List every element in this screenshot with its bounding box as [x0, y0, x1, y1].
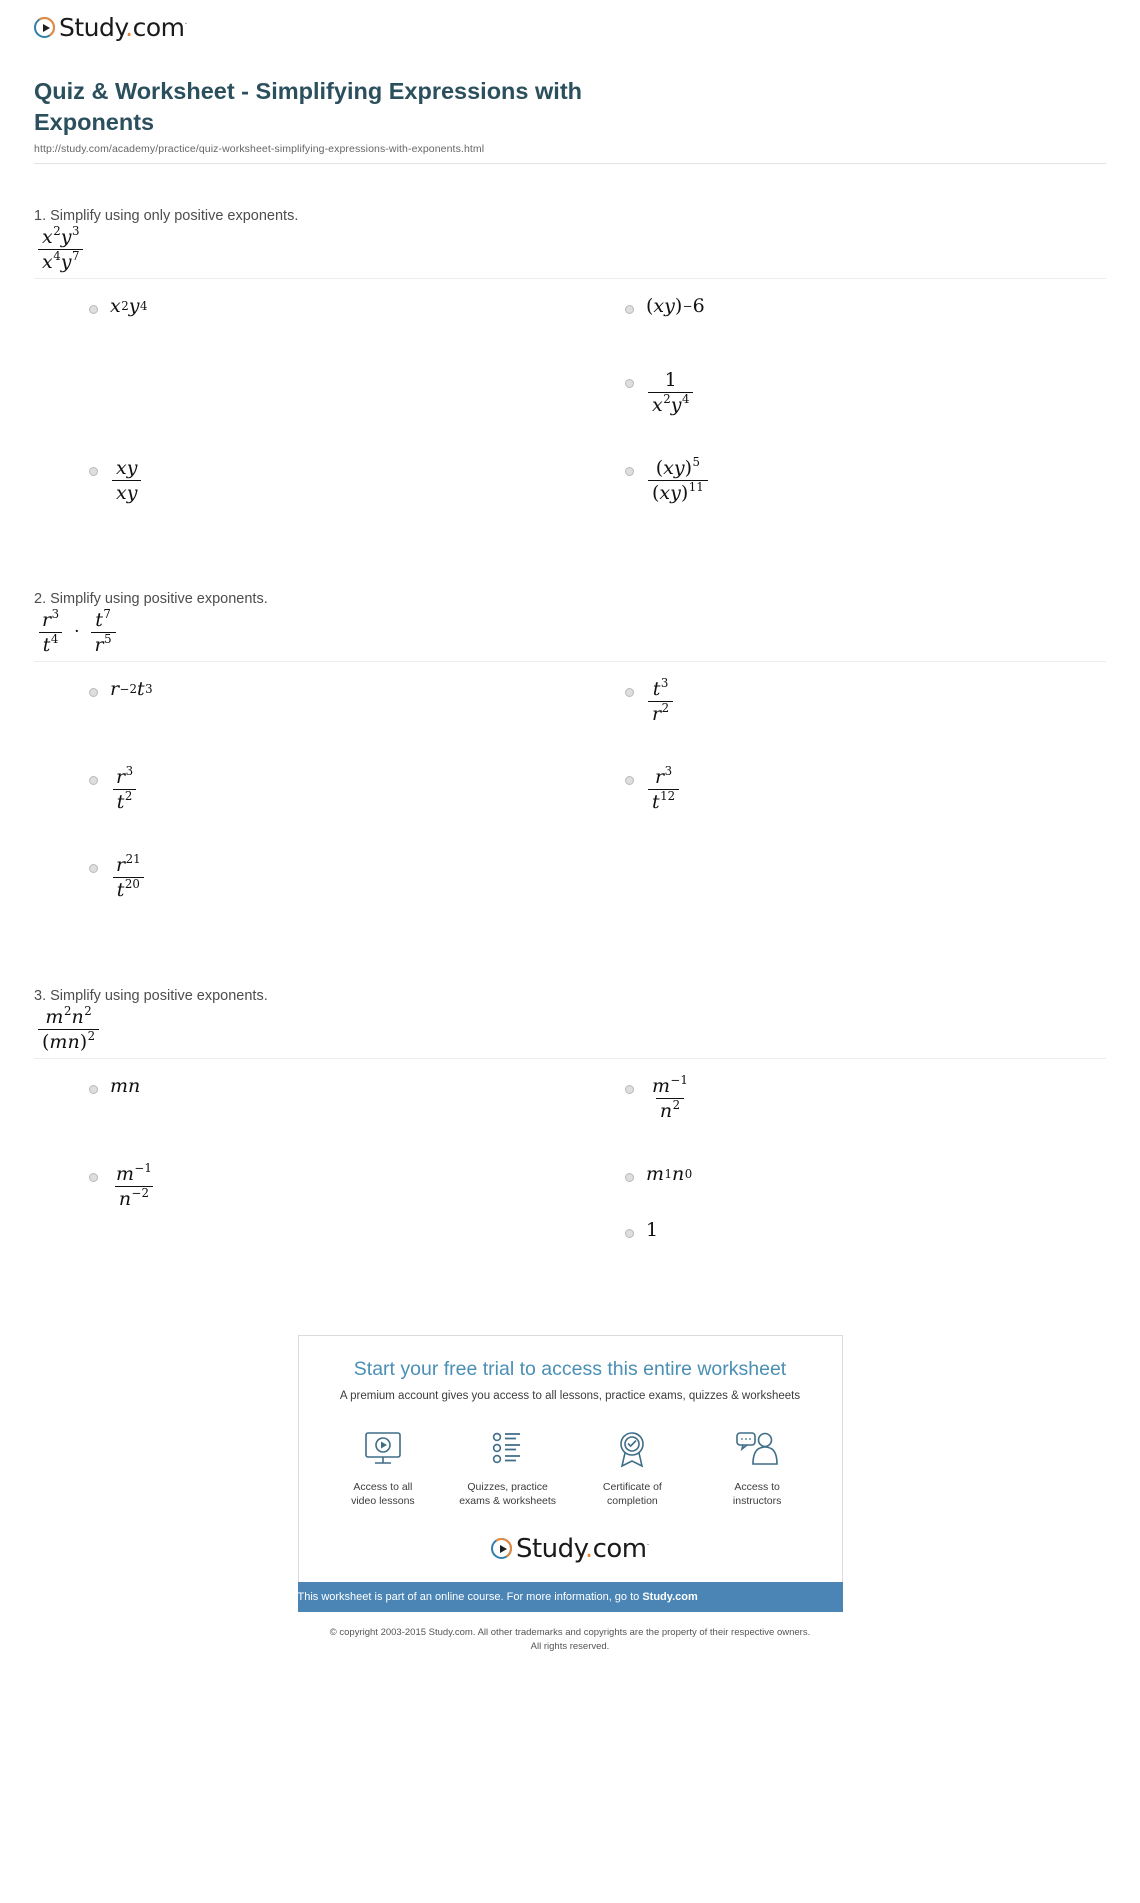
play-circle-icon: [34, 17, 55, 38]
promo-section: [17, 1335, 1123, 1612]
promo-subtitle: A premium account gives you access to all lessons, practice exams, quizzes & worksheets: [339, 1389, 801, 1402]
option-3e[interactable]: [570, 1218, 1106, 1277]
q1-num-y: y: [60, 225, 72, 248]
opt1e-den-exp: 11: [688, 480, 704, 495]
logo-tld: com: [132, 13, 185, 42]
radio-button[interactable]: [89, 864, 98, 873]
opt1d-x: x: [652, 393, 663, 416]
brand-header: [17, 0, 1123, 42]
logo-brand-name: Study: [515, 1533, 585, 1564]
q3-den-close: ): [79, 1030, 88, 1053]
option-3d[interactable]: m 1 n 0: [570, 1165, 1106, 1221]
opt3c-m: m: [116, 1162, 135, 1185]
opt1b-open: (: [646, 294, 654, 317]
question-2-expression: [34, 607, 1106, 656]
opt3b-m-exp: −1: [670, 1073, 688, 1088]
opt1b-close: ): [674, 294, 683, 317]
logo-brand-name: Study: [59, 13, 126, 42]
opt2c-r-exp: 3: [125, 764, 134, 779]
question-3: [34, 988, 1106, 1277]
opt3c-n: n: [118, 1187, 132, 1210]
q3-den-n: n: [67, 1030, 80, 1053]
q1-den-y-exp: 7: [71, 249, 80, 264]
question-3-prompt: 3. Simplify using positive exponents.: [34, 987, 268, 1004]
perk-quizzes: [449, 1426, 567, 1508]
title-block: [17, 42, 1123, 155]
promo-card: [298, 1335, 843, 1582]
perk-line-2: exams & worksheets: [459, 1494, 557, 1507]
opt2c-t: t: [116, 790, 125, 813]
opt1e-num-exp: 5: [692, 455, 701, 470]
radio-button[interactable]: [625, 305, 634, 314]
opt2b-t-exp: 3: [660, 676, 669, 691]
opt2d-t-exp: 12: [660, 789, 676, 804]
question-1-options: [34, 279, 1106, 547]
opt1e-den-open: (: [652, 481, 660, 504]
option-1b[interactable]: ( x y ) − 6: [570, 297, 1106, 371]
logo-dot: .: [584, 1533, 593, 1564]
opt1d-x-exp: 2: [663, 392, 671, 407]
play-circle-icon: [491, 1538, 512, 1559]
q3-num-n-exp: 2: [84, 1004, 92, 1019]
monitor-play-icon: [324, 1426, 442, 1472]
opt1c-den-y: y: [126, 481, 138, 504]
opt3b-m: m: [652, 1074, 671, 1097]
checklist-icon: [449, 1426, 567, 1472]
perk-line-1: Access to: [734, 1480, 780, 1493]
opt2d-r: r: [655, 765, 665, 788]
perk-line-2: completion: [606, 1494, 658, 1507]
option-1a[interactable]: x 2 y 4: [34, 297, 570, 371]
perk-line-2: video lessons: [351, 1494, 415, 1507]
opt1d-y: y: [670, 393, 682, 416]
opt1e-num-x: x: [663, 456, 674, 479]
opt3d-m: m: [646, 1162, 665, 1185]
q2-f1-den-t: t: [42, 633, 51, 656]
study-com-logo[interactable]: [34, 13, 1123, 42]
opt1e-num-open: (: [655, 456, 664, 479]
q2-f2-den-exp: 5: [104, 632, 112, 647]
logo-tm: ·: [184, 19, 187, 30]
q1-num-x: x: [42, 225, 53, 248]
question-1-prompt: 1. Simplify using only positive exponents.: [34, 207, 299, 224]
opt2b-r: r: [652, 702, 662, 725]
opt1b-x: x: [653, 294, 665, 317]
perk-line-1: Quizzes, practice: [467, 1480, 548, 1493]
copyright-footer: [17, 1626, 1123, 1672]
option-3a[interactable]: [34, 1074, 570, 1165]
opt1a-x: x: [110, 294, 121, 317]
opt2e-r: r: [116, 853, 126, 876]
option-2b[interactable]: [570, 676, 1106, 768]
opt3a-n: n: [128, 1074, 141, 1097]
option-2e[interactable]: [34, 852, 570, 944]
question-1-expression: [34, 224, 1106, 273]
question-3-options: [34, 1059, 1106, 1277]
radio-button[interactable]: [89, 1173, 98, 1182]
logo-tm: ·: [646, 1540, 650, 1551]
q1-den-y: y: [60, 250, 72, 273]
perk-instructors: [698, 1426, 816, 1508]
opt2a-t: t: [136, 677, 145, 700]
perk-line-1: Certificate of: [602, 1480, 662, 1493]
opt1e-den-x: x: [659, 481, 671, 504]
question-2-options-right: [570, 676, 1106, 944]
opt2e-t-exp: 20: [124, 877, 140, 892]
option-2d[interactable]: [570, 764, 1106, 856]
q3-num-m-exp: 2: [63, 1004, 72, 1019]
q3-num-n: n: [71, 1005, 84, 1028]
header-divider: [34, 163, 1106, 164]
option-3b[interactable]: [570, 1073, 1106, 1165]
radio-button[interactable]: [89, 467, 98, 476]
q2-f1-den-exp: 4: [50, 632, 59, 647]
opt3e-one: 1: [646, 1218, 659, 1241]
question-1-options-left: [34, 294, 570, 547]
option-2a[interactable]: r −2 t 3: [34, 680, 570, 768]
option-1d[interactable]: [570, 368, 1106, 459]
opt1e-den-close: ): [680, 481, 689, 504]
option-2c[interactable]: [34, 764, 570, 856]
logo-dot: .: [125, 13, 133, 42]
opt2c-t-exp: 2: [124, 789, 133, 804]
radio-button[interactable]: [89, 1085, 98, 1094]
opt2e-t: t: [116, 878, 125, 901]
radio-button[interactable]: [625, 1085, 634, 1094]
q3-den-m: m: [49, 1030, 68, 1053]
opt1d-one: 1: [664, 368, 677, 391]
opt2c-r: r: [116, 765, 126, 788]
radio-button[interactable]: [625, 1229, 634, 1238]
radio-button[interactable]: [89, 688, 98, 697]
opt2a-r: r: [110, 677, 120, 700]
q3-den-exp: 2: [87, 1029, 96, 1044]
opt3c-n-exp: −2: [131, 1186, 149, 1201]
radio-button[interactable]: [89, 305, 98, 314]
q3-num-m: m: [45, 1005, 64, 1028]
opt1c-den-x: x: [116, 481, 127, 504]
q2-f2-num-t: t: [95, 608, 103, 631]
opt1e-num-close: ): [684, 456, 693, 479]
perk-line-2: instructors: [732, 1494, 782, 1507]
perk-certificate: [573, 1426, 691, 1508]
promo-footer-bar: [298, 1582, 843, 1612]
radio-button[interactable]: [625, 776, 634, 785]
question-3-options-left: [34, 1074, 570, 1277]
opt2d-t: t: [652, 790, 660, 813]
questions-list: [17, 208, 1123, 1277]
promo-perks: [299, 1426, 842, 1508]
multiply-dot: ·: [74, 622, 80, 642]
logo-wordmark: [516, 1534, 649, 1564]
question-2: [34, 591, 1106, 944]
logo-tld: com: [592, 1533, 647, 1564]
radio-button[interactable]: [625, 379, 634, 388]
opt2b-t: t: [652, 677, 661, 700]
perk-label: [324, 1480, 442, 1508]
perk-label: [698, 1480, 816, 1508]
opt1a-y: y: [128, 294, 140, 317]
page-title: Quiz & Worksheet - Simplifying Expressions with Exponents: [34, 78, 582, 136]
question-3-expression: [34, 1004, 1106, 1053]
opt2e-r-exp: 21: [125, 852, 141, 867]
option-1c[interactable]: [34, 456, 570, 547]
opt1c-num-x: x: [116, 456, 127, 479]
opt1d-y-exp: 4: [681, 392, 690, 407]
q1-den-x-exp: 4: [53, 249, 61, 264]
q2-f2-den-r: r: [94, 633, 104, 656]
copyright-line-2: All rights reserved.: [530, 1640, 610, 1652]
opt2d-r-exp: 3: [664, 764, 673, 779]
radio-button[interactable]: [625, 1173, 634, 1182]
q2-f1-num-exp: 3: [51, 607, 60, 622]
question-2-options: [34, 662, 1106, 944]
q2-f2-num-exp: 7: [103, 607, 111, 622]
question-1-options-right: [570, 294, 1106, 547]
page-url: http://study.com/academy/practice/quiz-worksheet-simplifying-expressions-with-exponents.html: [34, 142, 485, 155]
perk-video-lessons: [324, 1426, 442, 1508]
question-2-options-left: [34, 677, 570, 944]
opt3b-n-exp: 2: [672, 1098, 681, 1113]
q1-num-y-exp: 3: [71, 224, 80, 239]
perk-label: [573, 1480, 691, 1508]
promo-title: Start your free trial to access this entire worksheet: [353, 1357, 787, 1380]
q1-den-x: x: [42, 250, 53, 273]
instructor-chat-icon: [698, 1426, 816, 1472]
question-2-prompt: 2. Simplify using positive exponents.: [34, 590, 268, 607]
radio-button[interactable]: [625, 467, 634, 476]
perk-line-1: Access to all: [353, 1480, 413, 1493]
question-3-options-right: [570, 1073, 1106, 1277]
q2-f1-num-r: r: [42, 608, 52, 631]
opt1e-num-y: y: [673, 456, 685, 479]
copyright-line-1: © copyright 2003-2015 Study.com. All other trademarks and copyrights are the property of their respective owners.: [329, 1626, 811, 1638]
option-3c[interactable]: [34, 1161, 570, 1253]
promo-bar-link[interactable]: Study.com: [642, 1590, 698, 1603]
radio-button[interactable]: [625, 688, 634, 697]
opt1c-num-y: y: [126, 456, 138, 479]
opt1b-y: y: [664, 294, 675, 317]
opt1b-six: 6: [692, 294, 705, 317]
logo-wordmark: [59, 13, 187, 42]
opt3c-m-exp: −1: [134, 1161, 152, 1176]
opt3d-n: n: [672, 1162, 685, 1185]
opt1e-den-y: y: [670, 481, 681, 504]
promo-bar-text: This worksheet is part of an online course. For more information, go to: [297, 1590, 643, 1603]
promo-study-com-logo[interactable]: [299, 1534, 842, 1582]
opt3b-n: n: [659, 1099, 673, 1122]
q1-num-x-exp: 2: [53, 224, 61, 239]
perk-label: [449, 1480, 567, 1508]
question-1: [34, 208, 1106, 547]
option-1e[interactable]: [570, 455, 1106, 547]
opt2b-r-exp: 2: [661, 701, 670, 716]
radio-button[interactable]: [89, 776, 98, 785]
award-ribbon-icon: [573, 1426, 691, 1472]
q3-den-open: (: [42, 1030, 50, 1053]
opt3a-m: m: [110, 1074, 129, 1097]
